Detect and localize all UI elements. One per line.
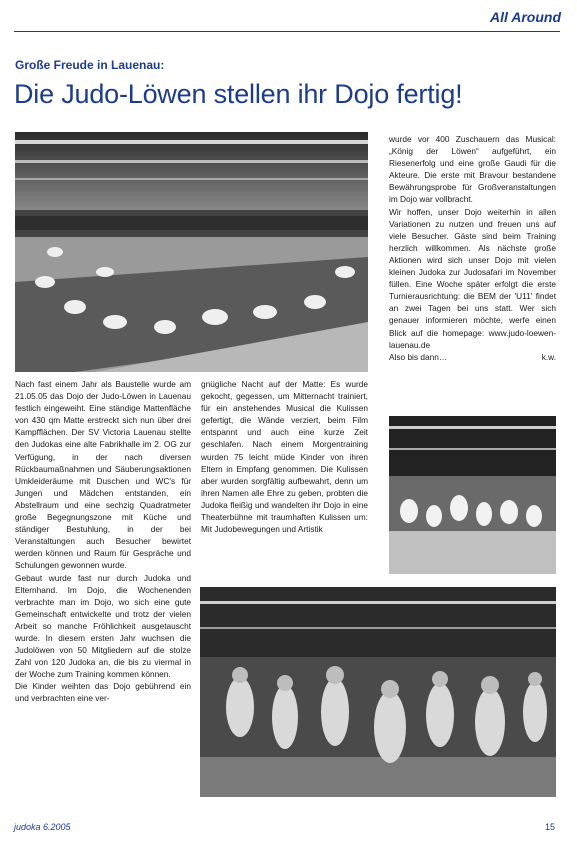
footer-publication: judoka 6.2005	[14, 822, 71, 832]
paragraph: Wir hoffen, unser Dojo weiterhin in allen Variationen zu nutzen und freuen uns auf viele Besucher. Gäste sind beim Training herzlich willkommen. Als nächste große Aktionen wird sich unser Dojo mit vielen kleinen Judoka zur Judosafari im November füllen. Eine Woche später erfolgt die erste Turnierausrichtung: die BEM der 'U11' findet an zwei Tagen bei uns statt. Wer sich genauer informieren möchte, werfe einen Blick auf die homepage: www.judo-loewen-lauenau.de	[389, 206, 556, 350]
photo-dojo-hall	[15, 132, 368, 372]
article-kicker: Große Freude in Lauenau:	[15, 58, 165, 72]
photo-costumed-children	[200, 587, 556, 797]
paragraph: wurde vor 400 Zuschauern das Musical: „König der Löwen“ aufgeführt, ein Riesenerfolg und eine große Gaudi für die Akteure. Die erste mit Bravour bestandene Bewährungsprobe für Großveranstaltungen im Dojo war vollbracht.	[389, 134, 556, 205]
paragraph: Gebaut wurde fast nur durch Judoka und Elternhand. Im Dojo, die Wochenenden verbrachte man im Dojo, wo sich eine gute Gemeinschaft entwickelte und trotz der vielen Arbeit so manche Fröhlichkeit ausgetauscht wurde. In diesem ersten Jahr wuchsen die Judolöwen von 50 Mitgliedern auf die stolze Zahl von 120 Judoka an, die bis zu viermal in der Woche zum Training kommen können.	[15, 572, 191, 680]
photo-stage-scene	[389, 416, 556, 574]
paragraph: Die Kinder weihten das Dojo gebührend ein und verbrachten eine ver-	[15, 681, 191, 704]
header-rule	[14, 31, 560, 32]
closing-line	[389, 351, 556, 363]
footer-page-number: 15	[544, 822, 555, 832]
article-headline: Die Judo-Löwen stellen ihr Dojo fertig!	[14, 79, 463, 109]
article-column-left	[15, 378, 191, 705]
article-column-right	[389, 133, 556, 363]
author-signature: k.w.	[541, 351, 556, 362]
closing-text: Also bis dann…	[389, 351, 448, 362]
article-column-middle	[201, 378, 368, 535]
paragraph: gnügliche Nacht auf der Matte: Es wurde gekocht, gegessen, um Mitternacht trainiert, für ein anstehendes Musical die Kulissen gefertigt, die Wände verziert, beim Film entspannt und auch eine kurze Zeit geschlafen. Nach einem Morgentraining wurden 75 leicht müde Kinder von ihren Eltern in Empfang genommen. Die Kulissen aber wurden sorgfältig aufbewahrt, denn um ihren Namen alle Ehre zu geben, probten die Judoka fleißig und wandelten ihr Dojo in eine Theaterbühne mit traumhaften Kulissen um: Mit Judobewegungen und Artistik	[201, 379, 368, 535]
paragraph: Nach fast einem Jahr als Baustelle wurde am 21.05.05 das Dojo der Judo-Löwen in Lauenau festlich eingeweiht. Eine ständige Mattenfläche von 430 qm Matte erstreckt sich nun über drei Kampfflächen. Der SV Victoria Lauenau stellte den Judokas eine alte Fabrikhalle im 2. OG zur Verfügung, in der nach diversen Rückbaumaßnahmen und Säuberungsaktionen Umkleideräume mit Duschen und WC's für Jungen und Mädchen entstanden, ein Abstellraum und eine sechzig Quadratmeter große Begegnungszone mit Küche und ständiger Bestuhlung, in der bei Veranstaltungen auch Besucher bewirtet werden können und Raum für Gespräche und Schulungen gewonnen wurde.	[15, 379, 191, 571]
section-label: All Around	[489, 9, 561, 25]
